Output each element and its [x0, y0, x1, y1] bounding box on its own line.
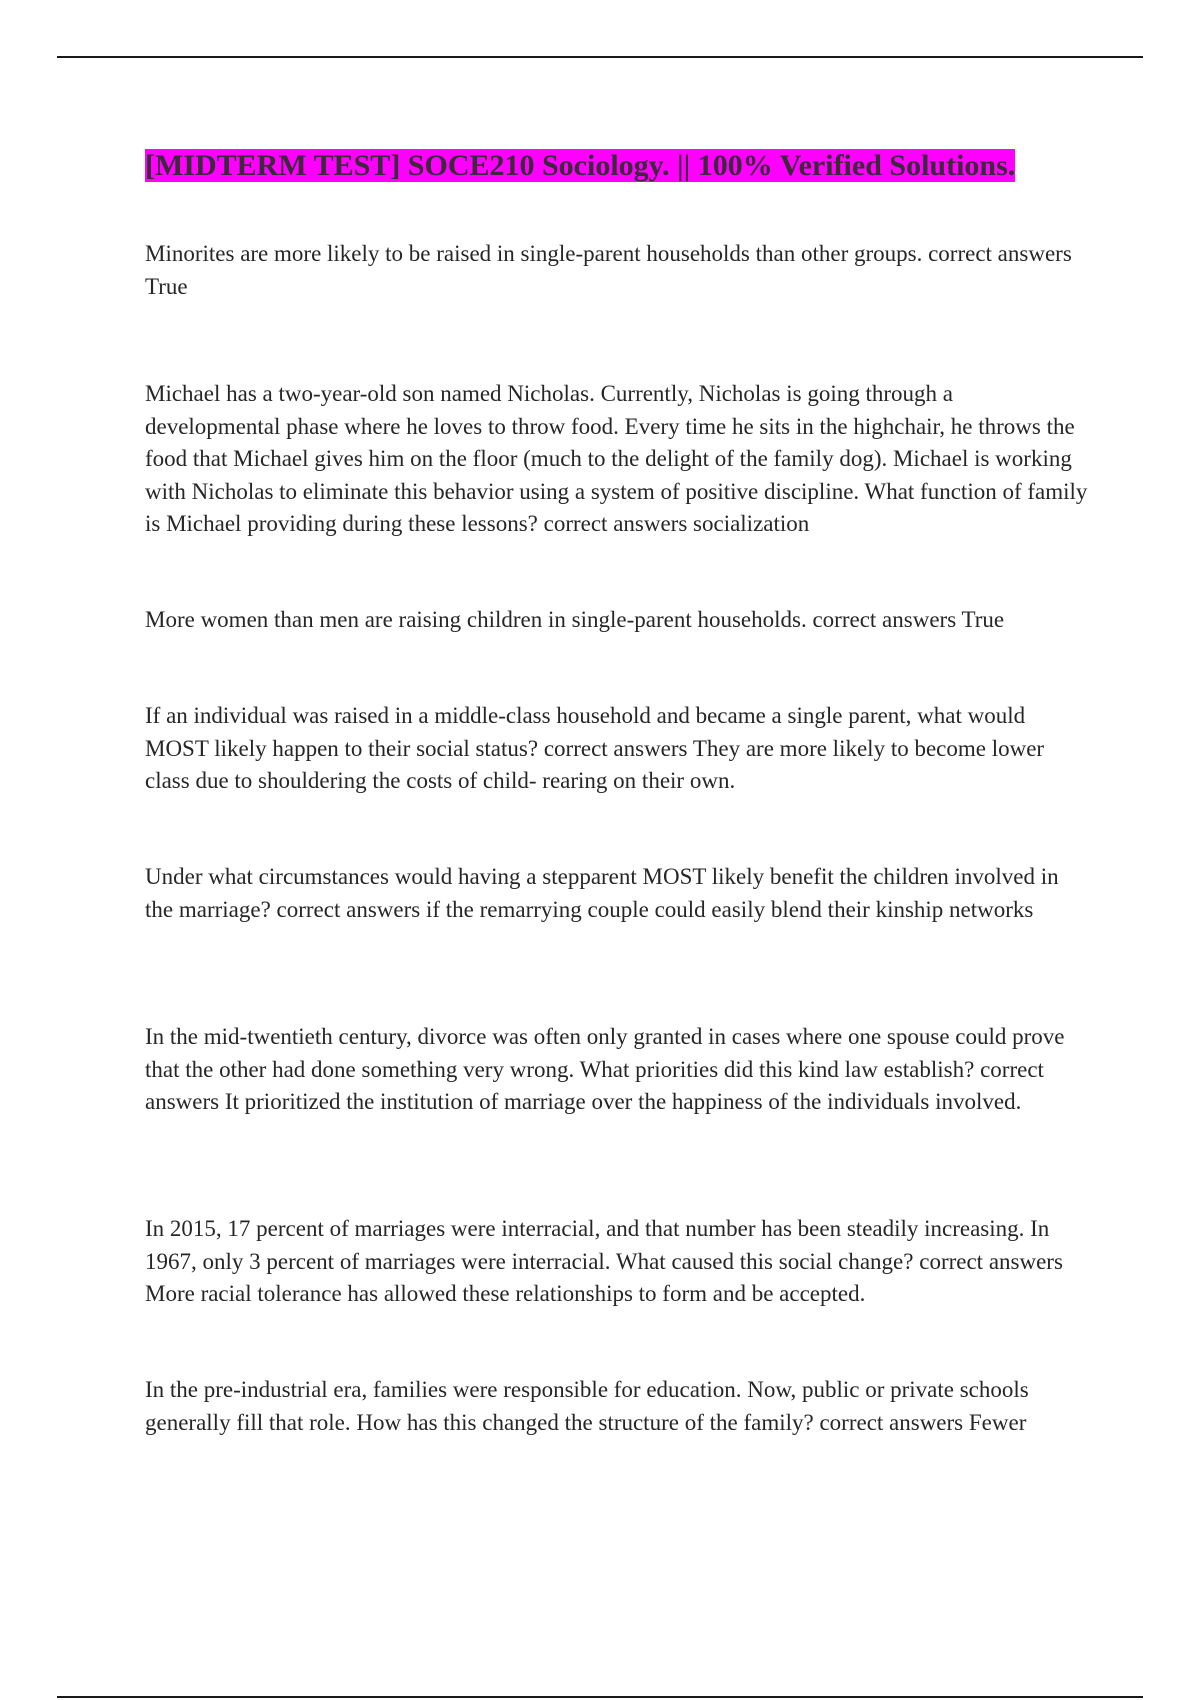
- answer-separator: correct answers: [145, 1056, 1044, 1114]
- question-text: In 2015, 17 percent of marriages were interracial, and that number has been steadily increasing. In 1967, only 3 percent of marriages were interracial. What caused this social change?: [145, 1216, 1050, 1274]
- answer-text: socialization: [693, 511, 810, 536]
- title-block: [145, 146, 1145, 186]
- answer-separator: correct answers: [270, 896, 426, 922]
- qa-item: [145, 861, 1090, 926]
- answer-text: Fewer: [968, 1409, 1027, 1435]
- answer-separator: correct answers: [538, 735, 693, 761]
- question-text: More women than men are raising children in single-parent households.: [145, 607, 807, 632]
- question-text: If an individual was raised in a middle-class household and became a single parent, what would MOST likely happen to their social status?: [145, 703, 1026, 761]
- qa-item: [145, 1021, 1090, 1119]
- top-rule: [57, 56, 1143, 58]
- document-title: [MIDTERM TEST] SOCE210 Sociology. || 100% Verified Solutions.: [145, 149, 1016, 182]
- answer-separator: correct answers: [813, 1409, 969, 1435]
- answer-text: True: [961, 607, 1005, 632]
- qa-item: [145, 238, 1090, 303]
- answer-separator: correct answers: [806, 607, 962, 632]
- answer-text: True: [145, 273, 188, 299]
- bottom-rule: [57, 1696, 1143, 1698]
- answer-separator: correct answers: [913, 1248, 1063, 1274]
- answer-separator: correct answers: [922, 241, 1072, 266]
- question-text: Under what circumstances would having a stepparent MOST likely benefit the children involved in the marriage?: [145, 864, 1059, 922]
- question-text: In the pre-industrial era, families were responsible for education. Now, public or private schools generally fill that role. How has this changed the structure of the family?: [145, 1377, 1029, 1435]
- answer-text: They are more likely to become lower class due to shouldering the costs of child- rearing on their own.: [145, 735, 1045, 793]
- question-text: In the mid-twentieth century, divorce was often only granted in cases where one spouse could prove that the other had done something very wrong. What priorities did this kind law establish?: [145, 1024, 1065, 1082]
- answer-text: if the remarrying couple could easily blend their kinship networks: [425, 896, 1034, 922]
- answer-text: More racial tolerance has allowed these relationships to form and be accepted.: [145, 1281, 866, 1306]
- qa-item: [145, 1374, 1090, 1439]
- qa-item: [145, 604, 1090, 637]
- question-text: Michael has a two-year-old son named Nicholas. Currently, Nicholas is going through a developmental phase where he loves to throw food. Every time he sits in the highchair, he throws the food that Michael gives him on the floor (much to the delight of the family dog). Michael is working with Nicholas to eliminate this behavior using a system of positive discipline. What function of family is Michael providing during these lessons?: [145, 381, 1088, 536]
- question-text: Minorites are more likely to be raised in single-parent households than other groups.: [145, 241, 923, 266]
- qa-item: [145, 378, 1090, 541]
- answer-text: It prioritized the institution of marriage over the happiness of the individuals involved.: [224, 1089, 1022, 1114]
- qa-item: [145, 700, 1090, 798]
- answer-separator: correct answers: [537, 511, 694, 536]
- qa-item: [145, 1213, 1090, 1311]
